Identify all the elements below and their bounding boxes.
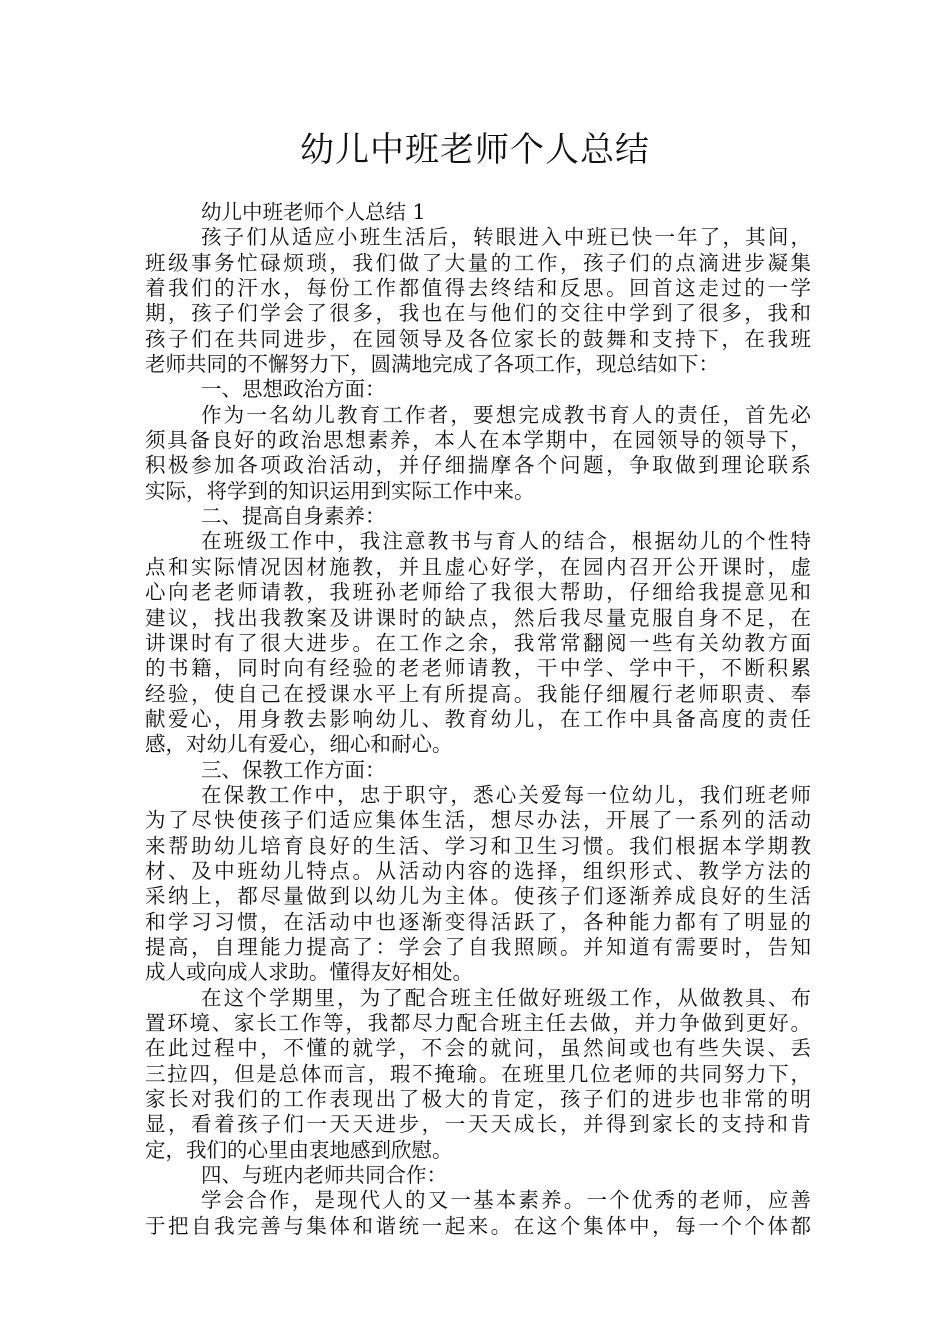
text-line: 三拉四，但是总体而言，瑕不掩瑜。在班里几位老师的共同努力下， bbox=[145, 1061, 811, 1086]
text-line: 老师共同的不懈努力下，圆满地完成了各项工作，现总结如下： bbox=[145, 352, 719, 377]
text-line: 幼儿中班老师个人总结 1 bbox=[201, 200, 426, 224]
document-body bbox=[145, 200, 811, 1239]
text-line: 孩子们在共同进步，在园领导及各位家长的鼓舞和支持下，在我班 bbox=[145, 326, 811, 351]
text-line: 作为一名幼儿教育工作者，要想完成教书育人的责任，首先必 bbox=[201, 402, 811, 427]
text-line: 点和实际情况因材施教，并且虚心好学，在园内召开公开课时，虚 bbox=[145, 554, 811, 579]
text-line: 在此过程中，不懂的就学，不会的就问，虽然间或也有些失误、丢 bbox=[145, 1036, 811, 1061]
text-line: 期，孩子们学会了很多，我也在与他们的交往中学到了很多，我和 bbox=[145, 301, 811, 326]
text-line: 成人或向成人求助。懂得友好相处。 bbox=[145, 960, 473, 985]
text-line: 班级事务忙碌烦琐，我们做了大量的工作，孩子们的点滴进步凝集 bbox=[145, 250, 811, 275]
text-line: 孩子们从适应小班生活后，转眼进入中班已快一年了，其间， bbox=[201, 225, 811, 250]
text-line: 讲课时有了很大进步。在工作之余，我常常翻阅一些有关幼教方面 bbox=[145, 630, 811, 655]
text-line: 提高，自理能力提高了：学会了自我照顾。并知道有需要时，告知 bbox=[145, 934, 811, 959]
text-line: 置环境、家长工作等，我都尽力配合班主任去做，并力争做到更好。 bbox=[145, 1011, 811, 1035]
text-line: 采纳上，都尽量做到以幼儿为主体。使孩子们逐渐养成良好的生活 bbox=[145, 884, 811, 909]
text-line: 在班级工作中，我注意教书与育人的结合，根据幼儿的个性特 bbox=[201, 529, 811, 554]
text-line: 于把自我完善与集体和谐统一起来。在这个集体中，每一个个体都 bbox=[145, 1213, 811, 1238]
text-line: 三、保教工作方面： bbox=[201, 757, 386, 782]
text-line: 学会合作，是现代人的又一基本素养。一个优秀的老师，应善 bbox=[201, 1188, 811, 1213]
text-line: 材、及中班幼儿特点。从活动内容的选择，组织形式、教学方法的 bbox=[145, 858, 811, 883]
text-line: 须具备良好的政治思想素养，本人在本学期中，在园领导的领导下， bbox=[145, 428, 811, 453]
text-line: 显，看着孩子们一天天进步，一天天成长，并得到家长的支持和肯 bbox=[145, 1112, 811, 1137]
text-line: 经验，使自己在授课水平上有所提高。我能仔细履行老师职责、奉 bbox=[145, 681, 811, 706]
text-line: 在这个学期里，为了配合班主任做好班级工作，从做教具、布 bbox=[201, 985, 811, 1010]
text-line: 二、提高自身素养： bbox=[201, 504, 386, 529]
text-line: 建议，找出我教案及讲课时的缺点，然后我尽量克服自身不足，在 bbox=[145, 605, 811, 630]
text-line: 心向老老师请教，我班孙老师给了我很大帮助，仔细给我提意见和 bbox=[145, 580, 811, 605]
text-line: 着我们的汗水，每份工作都值得去终结和反思。回首这走过的一学 bbox=[145, 276, 811, 301]
text-line: 一、思想政治方面： bbox=[201, 377, 386, 402]
text-line: 来帮助幼儿培育良好的生活、学习和卫生习惯。我们根据本学期教 bbox=[145, 833, 811, 858]
text-line: 定，我们的心里由衷地感到欣慰。 bbox=[145, 1137, 453, 1162]
document-title: 幼儿中班老师个人总结 bbox=[300, 130, 650, 170]
text-line: 感，对幼儿有爱心，细心和耐心。 bbox=[145, 732, 453, 757]
text-line: 家长对我们的工作表现出了极大的肯定，孩子们的进步也非常的明 bbox=[145, 1087, 811, 1112]
text-line: 为了尽快使孩子们适应集体生活，想尽办法，开展了一系列的活动 bbox=[145, 808, 811, 833]
text-line: 献爱心，用身教去影响幼儿、教育幼儿，在工作中具备高度的责任 bbox=[145, 706, 811, 731]
text-line: 四、与班内老师共同合作： bbox=[201, 1163, 447, 1188]
text-line: 积极参加各项政治活动，并仔细揣摩各个问题，争取做到理论联系 bbox=[145, 453, 811, 478]
text-line: 的书籍，同时向有经验的老老师请教，干中学、学中干，不断积累 bbox=[145, 656, 811, 681]
text-line: 在保教工作中，忠于职守，悉心关爱每一位幼儿，我们班老师 bbox=[201, 782, 811, 807]
text-line: 和学习习惯，在活动中也逐渐变得活跃了，各种能力都有了明显的 bbox=[145, 909, 811, 934]
text-line: 实际，将学到的知识运用到实际工作中来。 bbox=[145, 478, 535, 503]
